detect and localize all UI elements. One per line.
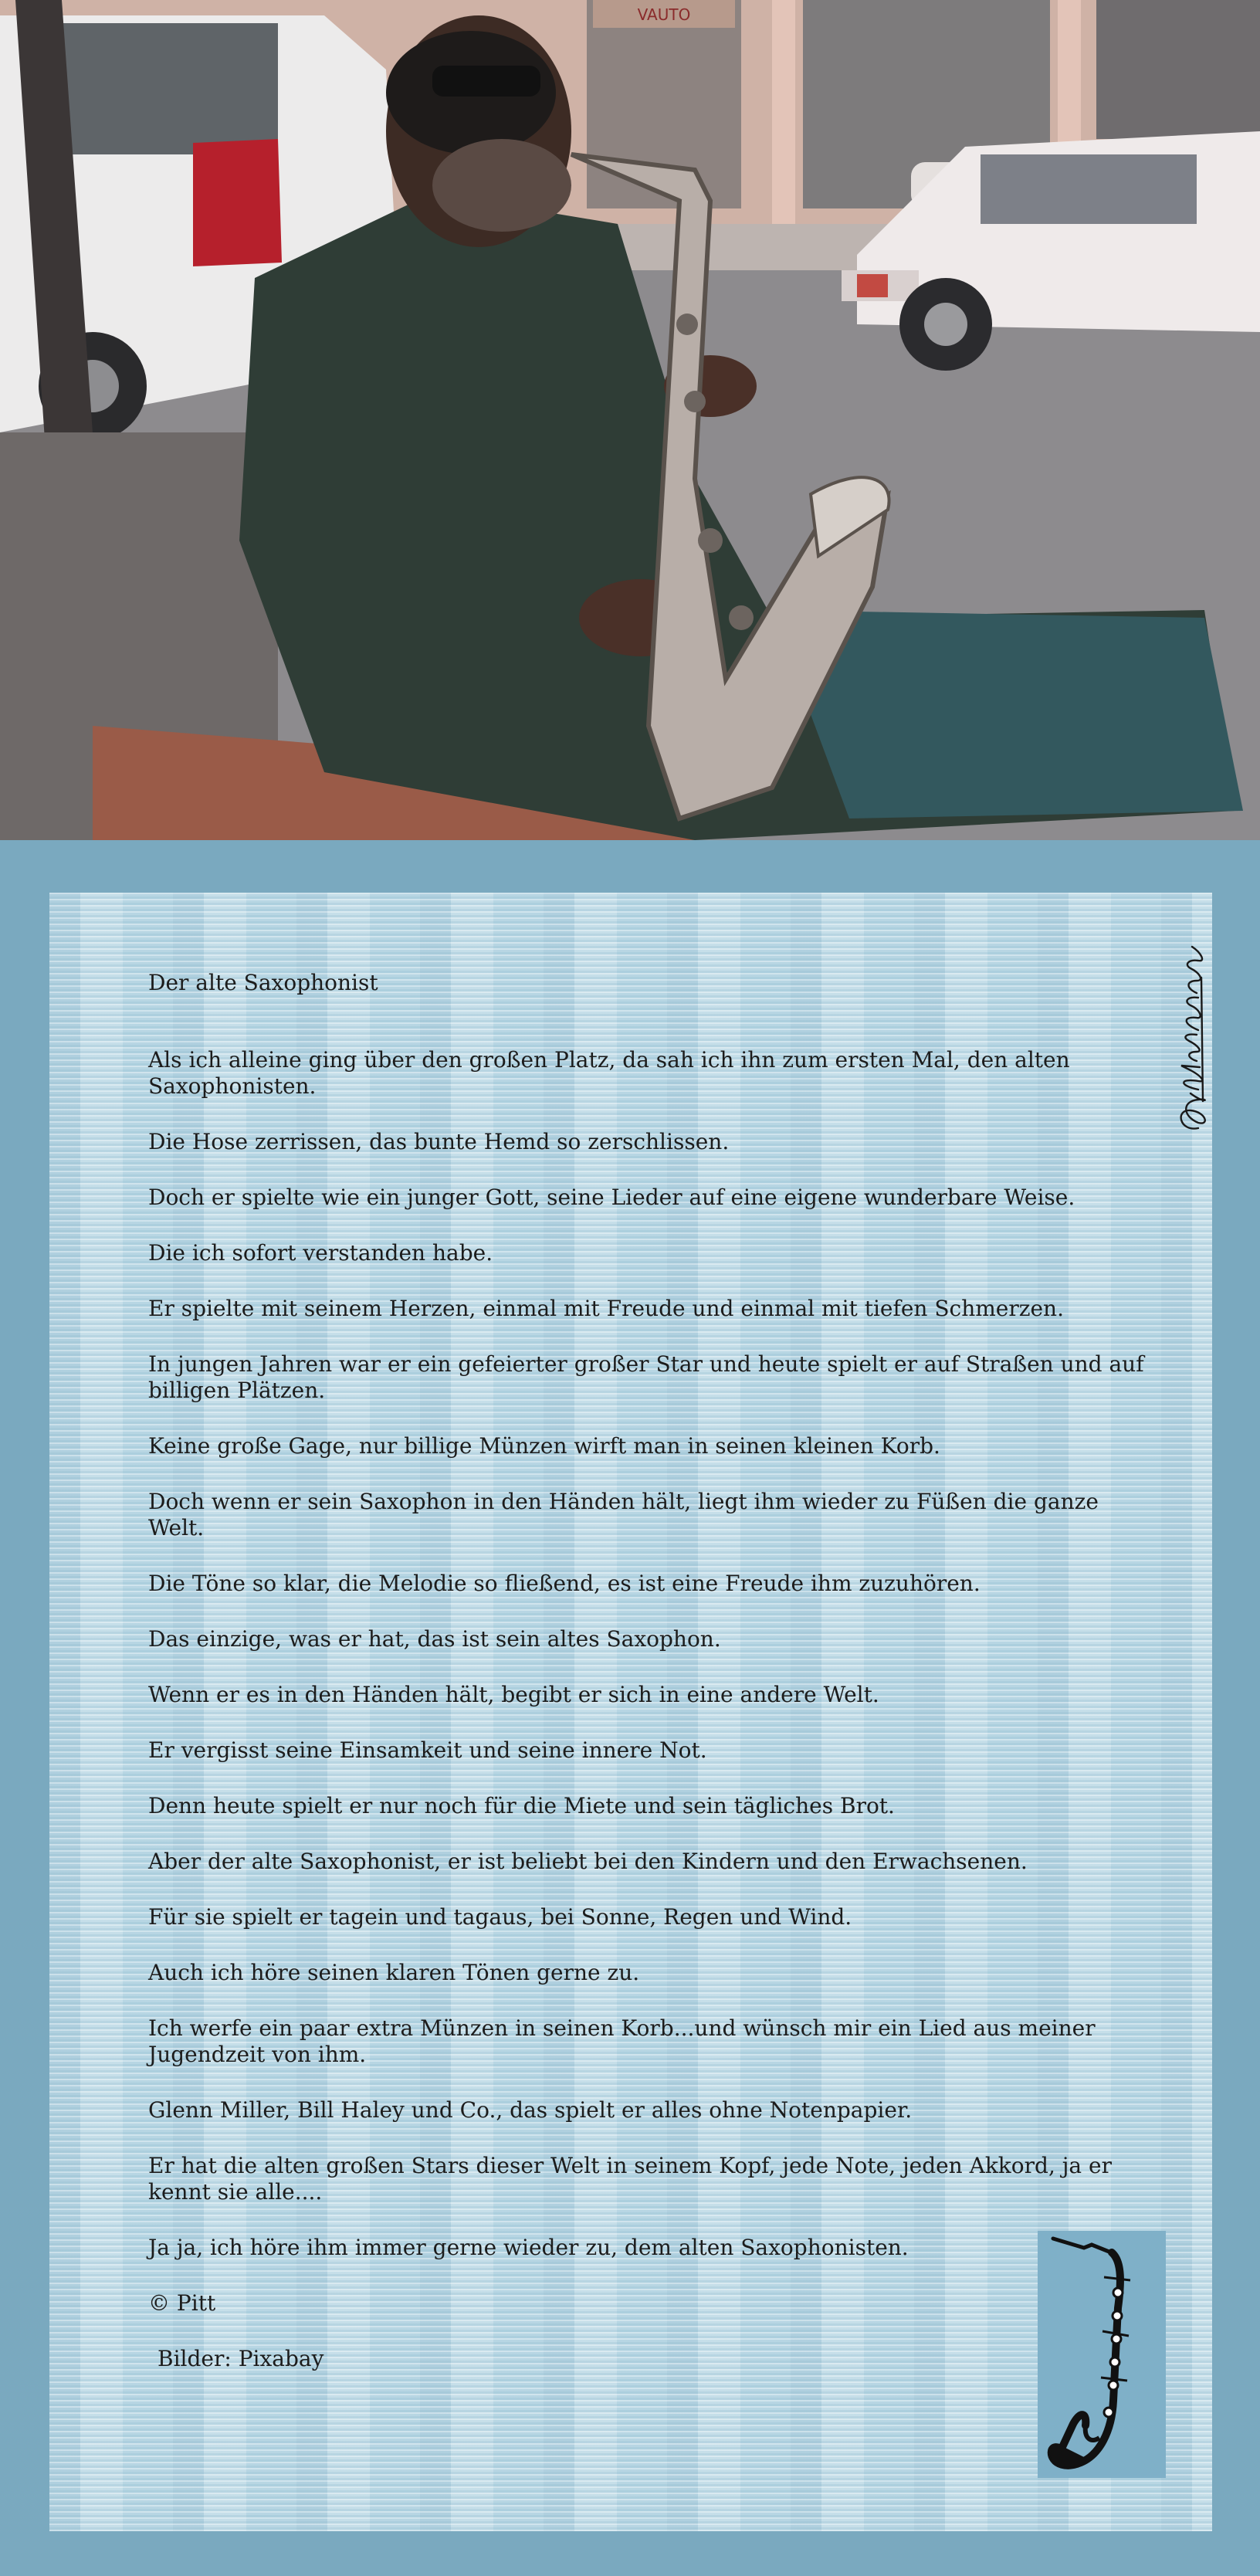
poem-stanza: Ja ja, ich höre ihm immer gerne wieder zu, dem alten Saxophonisten. [148, 2235, 909, 2260]
poem-stanza: Das einzige, was er hat, das ist sein altes Saxophon. [148, 1626, 721, 1652]
poem-stanza: Wenn er es in den Händen hält, begibt er sich in eine andere Welt. [148, 1682, 879, 1707]
poem-paper [49, 893, 1212, 2531]
poem-title: Der alte Saxophonist [148, 970, 378, 995]
poem-stanza: Die ich sofort verstanden habe. [148, 1240, 493, 1266]
poem-stanza: Aber der alte Saxophonist, er ist beliebt bei den Kindern und den Erwachsenen. [148, 1849, 1028, 1874]
poem-stanza: Glenn Miller, Bill Haley und Co., das spielt er alles ohne Notenpapier. [148, 2097, 913, 2123]
poem-stanza: Auch ich höre seinen klaren Tönen gerne zu. [148, 1960, 640, 1985]
poem-stanza: Er hat die alten großen Stars dieser Welt in seinem Kopf, jede Note, jeden Akkord, ja er kennt sie alle.... [148, 2153, 1112, 2205]
pillar [772, 0, 795, 232]
poem-stanza: Als ich alleine ging über den großen Platz, da sah ich ihn zum ersten Mal, den alten Saxophonisten. [148, 1047, 1070, 1099]
handwritten-signature [1121, 924, 1206, 1140]
poem-stanza: Ich werfe ein paar extra Münzen in seinen Korb...und wünsch mir ein Lied aus meiner Jugendzeit von ihm. [148, 2015, 1096, 2067]
poem-stanza: In jungen Jahren war er ein gefeierter großer Star und heute spielt er auf Straßen und auf billigen Plätzen. [148, 1351, 1144, 1403]
copyright: © Pitt [148, 2290, 216, 2316]
poem-stanza: Die Töne so klar, die Melodie so fließend, es ist eine Freude ihm zuzuhören. [148, 1571, 981, 1596]
poem-stanza: Doch er spielte wie ein junger Gott, seine Lieder auf eine eigene wunderbare Weise. [148, 1185, 1075, 1210]
poem-stanza: Er spielte mit seinem Herzen, einmal mit Freude und einmal mit tiefen Schmerzen. [148, 1296, 1064, 1321]
poem [148, 970, 1152, 2372]
saxophone-player-photo [0, 0, 1260, 840]
poem-stanza: Er vergisst seine Einsamkeit und seine innere Not. [148, 1737, 707, 1763]
saxophone-illustration [1038, 2231, 1166, 2478]
poem-stanza: Denn heute spielt er nur noch für die Miete und sein tägliches Brot. [148, 1793, 895, 1818]
street-photo [0, 0, 1260, 840]
poem-stanza: Doch wenn er sein Saxophon in den Händen hält, liegt ihm wieder zu Füßen die ganze Welt. [148, 1489, 1099, 1541]
shop-sign-text: VAUTO [637, 5, 691, 24]
poem-stanza: Die Hose zerrissen, das bunte Hemd so zerschlissen. [148, 1129, 730, 1154]
shop-window [1096, 0, 1260, 139]
poem-stanza: Keine große Gage, nur billige Münzen wirft man in seinen kleinen Korb. [148, 1433, 940, 1459]
image-credit: Bilder: Pixabay [158, 2346, 324, 2371]
poem-stanza: Für sie spielt er tagein und tagaus, bei Sonne, Regen und Wind. [148, 1904, 852, 1930]
saxophone-icon [1038, 2231, 1166, 2478]
